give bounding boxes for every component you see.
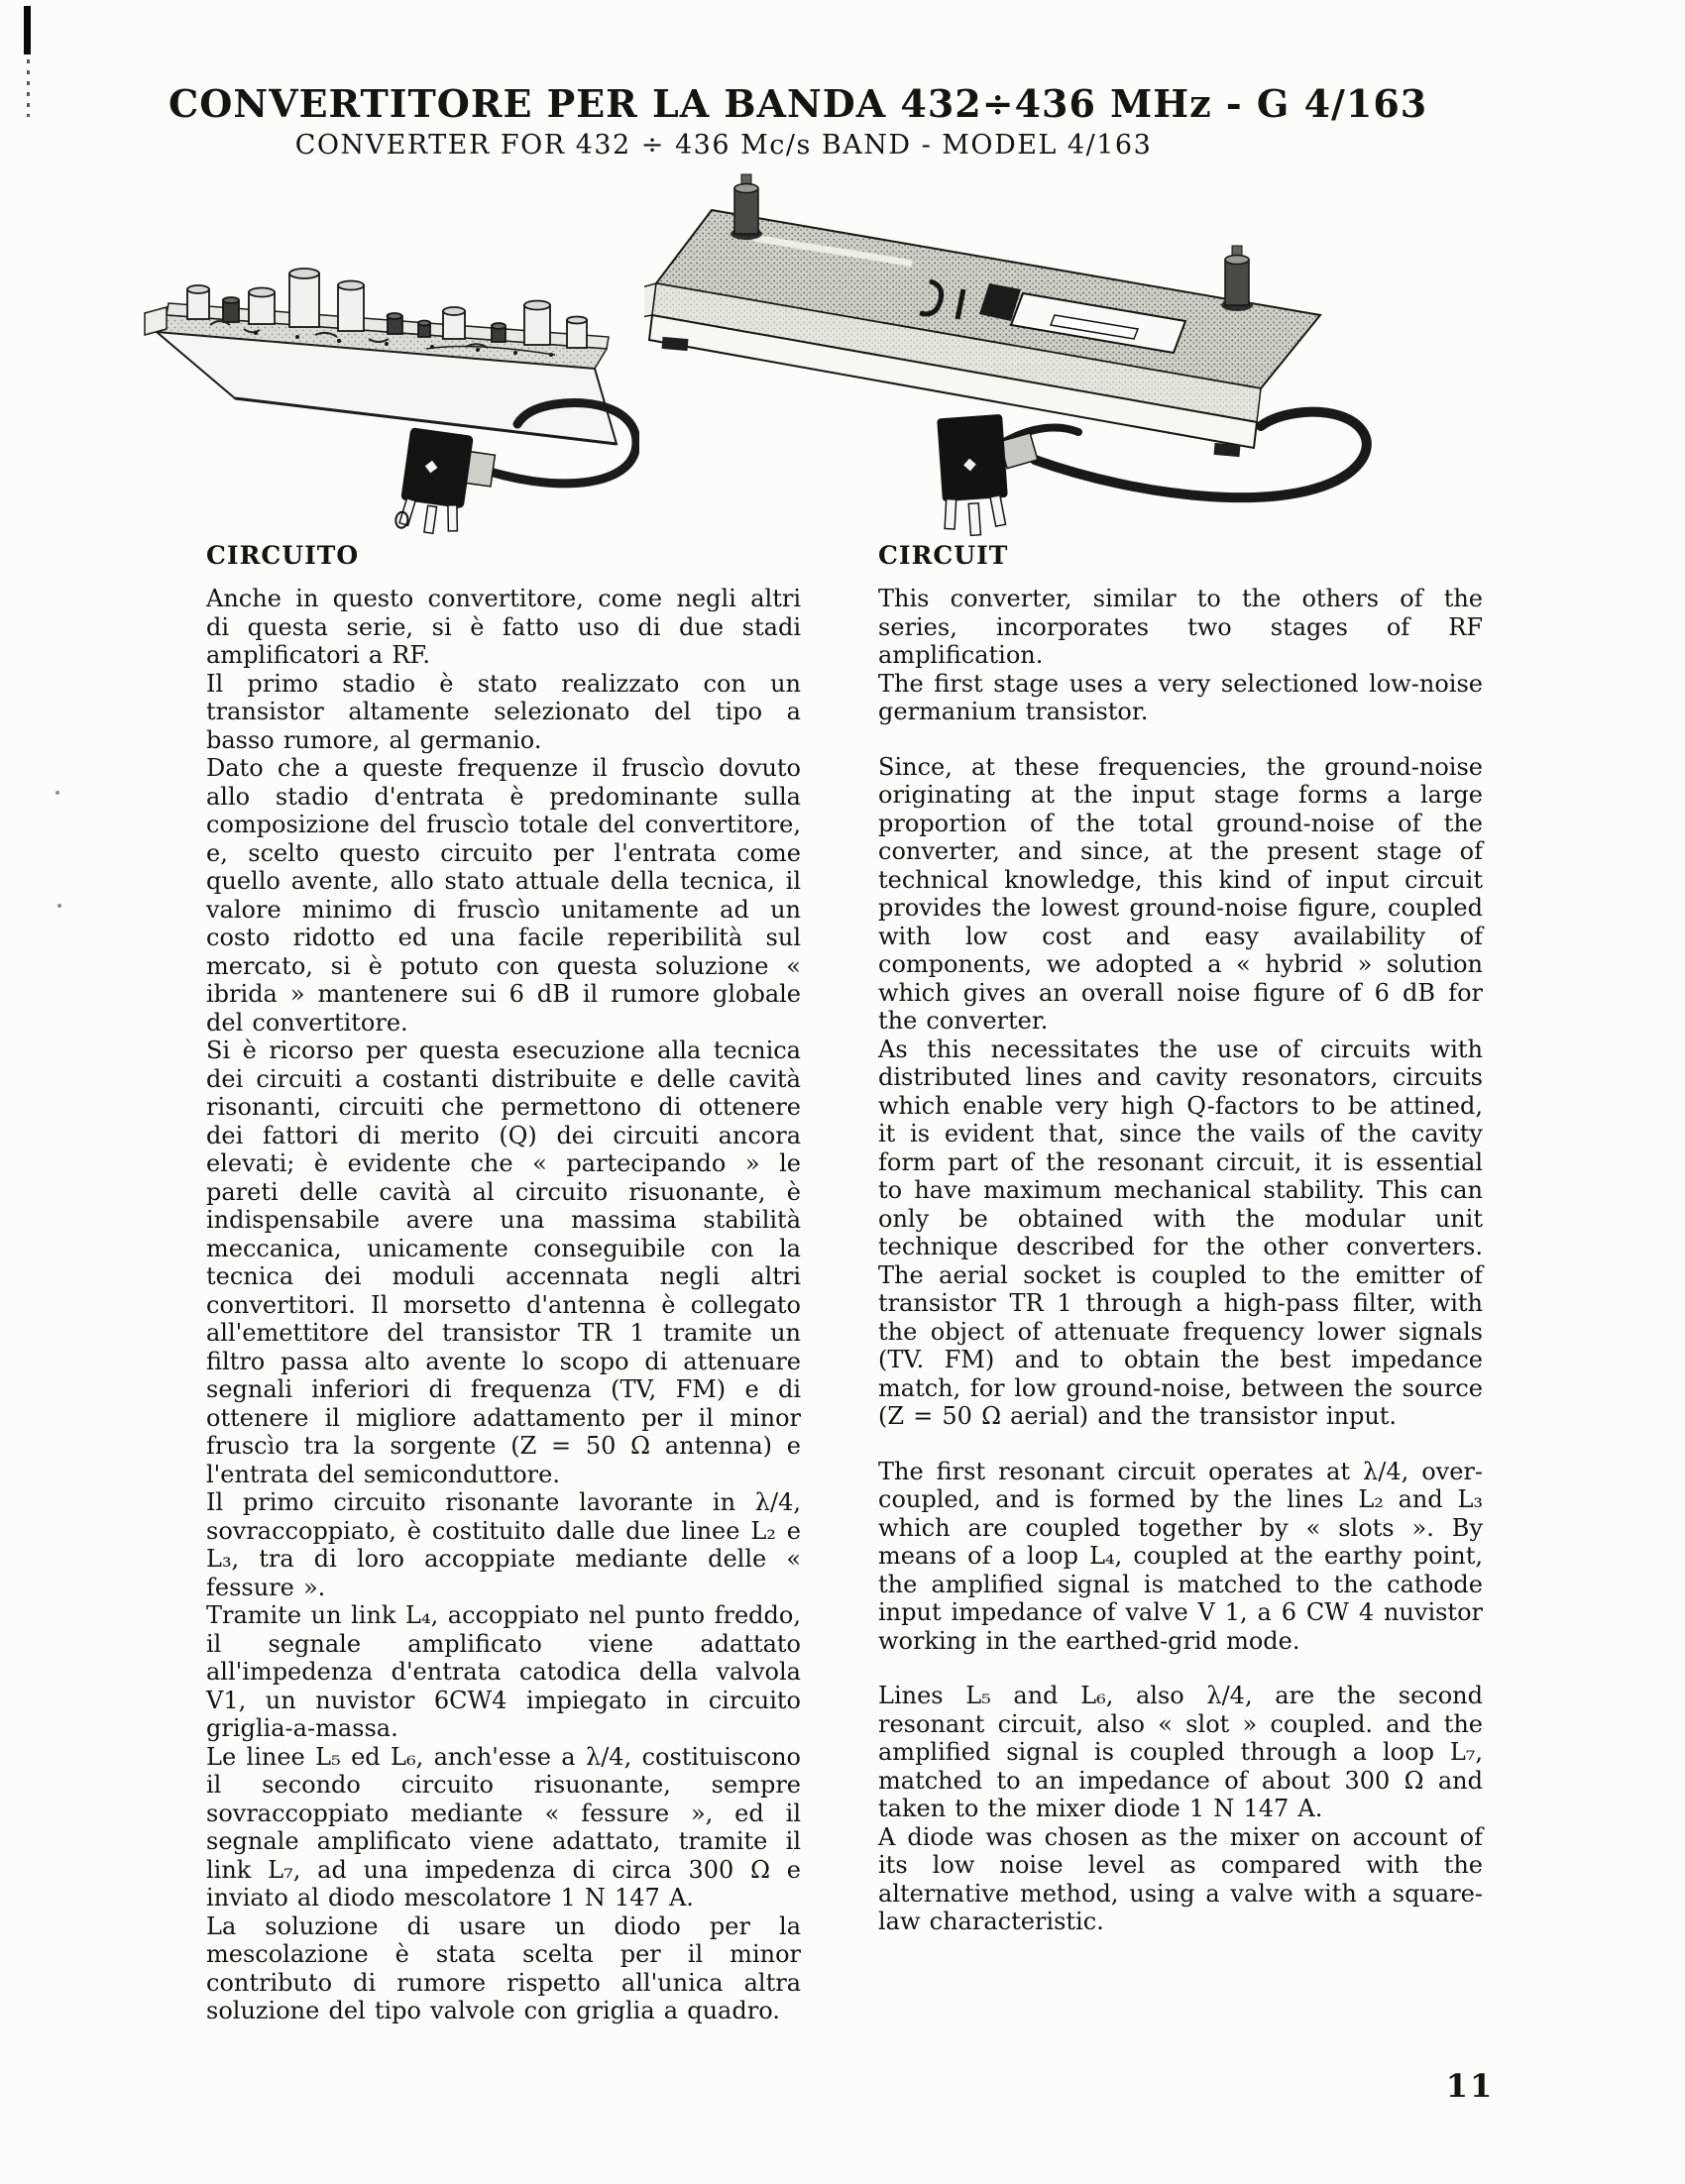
paragraph: This converter, similar to the others of the series, incorporates two stages of RF amplification.: [878, 585, 1483, 669]
italian-column-body: [206, 585, 801, 2025]
page-title: CONVERTITORE PER LA BANDA 432÷436 MHz - G 4/163: [168, 81, 1428, 126]
right-photo: [644, 173, 1388, 540]
paragraph: Dato che a queste frequenze il fruscìo dovuto allo stadio d'entrata è predominante sulla composizione del fruscìo totale del convertitore, e, scelto questo circuito per l'entrata come quello avente, allo stato attuale della tecnica, il valore minimo di fruscìo unitamente ad un costo ridotto ed una facile reperibilità sul mercato, si è potuto con questa soluzione « ibrida » mantenere sui 6 dB il rumore globale del convertitore.: [206, 754, 801, 1037]
paragraph: Since, at these frequencies, the ground-noise originating at the input stage forms a large proportion of the total ground-noise of the converter, and since, at the present stage of technical knowledge, this kind of input circuit provides the lowest ground-noise figure, coupled with low cost and easy availability of components, we adopted a « hybrid » solution which gives an overall noise figure of 6 dB for the converter.: [878, 752, 1483, 1035]
paragraph: Anche in questo convertitore, come negli altri di questa serie, si è fatto uso di due stadi amplificatori a RF.: [206, 585, 801, 669]
registration-dots: [27, 59, 30, 117]
english-column-heading: CIRCUIT: [878, 541, 1009, 570]
left-photo: [139, 178, 639, 535]
page-number: 11: [1445, 2067, 1495, 2105]
paragraph: Si è ricorso per questa esecuzione alla tecnica dei circuiti a costanti distribuite e delle cavità risonanti, circuiti che permettono di ottenere dei fattori di merito (Q) dei circuiti ancora elevati; è evidente che « partecipando » le pareti delle cavità al circuito risuonante, è indispensabile avere una massima stabilità meccanica, unicamente conseguibile con la tecnica dei moduli accennata negli altri convertitori. Il morsetto d'antenna è collegato all'emettitore del transistor TR 1 tramite un filtro passa alto avente lo scopo di attenuare segnali inferiori di frequenza (TV, FM) e di ottenere il migliore adattamento per il minor fruscìo tra la sorgente (Z = 50 Ω antenna) e l'entrata del semiconduttore.: [206, 1037, 801, 1488]
paragraph: La soluzione di usare un diodo per la mescolazione è stata scelta per il minor contributo di rumore rispetto all'unica altra soluzione del tipo valvole con griglia a quadro.: [206, 1911, 801, 2024]
paragraph: A diode was chosen as the mixer on account of its low noise level as compared with the alternative method, using a valve with a square-law characteristic.: [878, 1822, 1483, 1935]
paragraph: Le linee L₅ ed L₆, anch'esse a λ/4, costituiscono il secondo circuito risuonante, sempre sovraccoppiato mediante « fessure », ed il segnale amplificato viene adattato, tramite il link L₇, ad una impedenza di circa 300 Ω e inviato al diodo mescolatore 1 N 147 A.: [206, 1742, 801, 1911]
paragraph: The first resonant circuit operates at λ/4, over-coupled, and is formed by the lines L₂ and L₃ which are coupled together by « slots ». By means of a loop L₄, coupled at the earthy point, the amplified signal is matched to the cathode input impedance of valve V 1, a 6 CW 4 nuvistor working in the earthed-grid mode.: [878, 1457, 1483, 1655]
paragraph: Il primo stadio è stato realizzato con un transistor altamente selezionato del tipo a basso rumore, al germanio.: [206, 669, 801, 754]
italian-column-heading: CIRCUITO: [206, 541, 360, 570]
english-column: [878, 541, 1483, 1936]
italian-column: [206, 541, 801, 2025]
registration-mark: [24, 6, 31, 55]
paragraph: The first stage uses a very selectioned low-noise germanium transistor.: [878, 669, 1483, 725]
english-column-body: [878, 585, 1483, 1936]
paragraph: Lines L₅ and L₆, also λ/4, are the second resonant circuit, also « slot » coupled. and the amplified signal is coupled through a loop L₇, matched to an impedance of about 300 Ω and taken to the mixer diode 1 N 147 A.: [878, 1682, 1483, 1822]
stray-mark: [56, 791, 59, 795]
stray-mark: [57, 904, 61, 908]
paragraph: Tramite un link L₄, accoppiato nel punto freddo, il segnale amplificato viene adattato all'impedenza d'entrata catodica della valvola V1, un nuvistor 6CW4 impiegato in circuito griglia-a-massa.: [206, 1601, 801, 1742]
paragraph: Il primo circuito risonante lavorante in λ/4, sovraccoppiato, è costituito dalle due linee L₂ e L₃, tra di loro accoppiate mediante delle « fessure ».: [206, 1488, 801, 1601]
paragraph: As this necessitates the use of circuits with distributed lines and cavity resonators, circuits which enable very high Q-factors to be attined, it is evident that, since the vails of the cavity form part of the resonant circuit, it is essential to have maximum mechanical stability. This can only be obtained with the modular unit technique described for the other converters. The aerial socket is coupled to the emitter of transistor TR 1 through a high-pass filter, with the object of attenuate frequency lower signals (TV. FM) and to obtain the best impedance match, for low ground-noise, between the source (Z = 50 Ω aerial) and the transistor input.: [878, 1035, 1483, 1430]
page-subtitle: CONVERTER FOR 432 ÷ 436 Mc/s BAND - MODEL 4/163: [294, 130, 1153, 161]
